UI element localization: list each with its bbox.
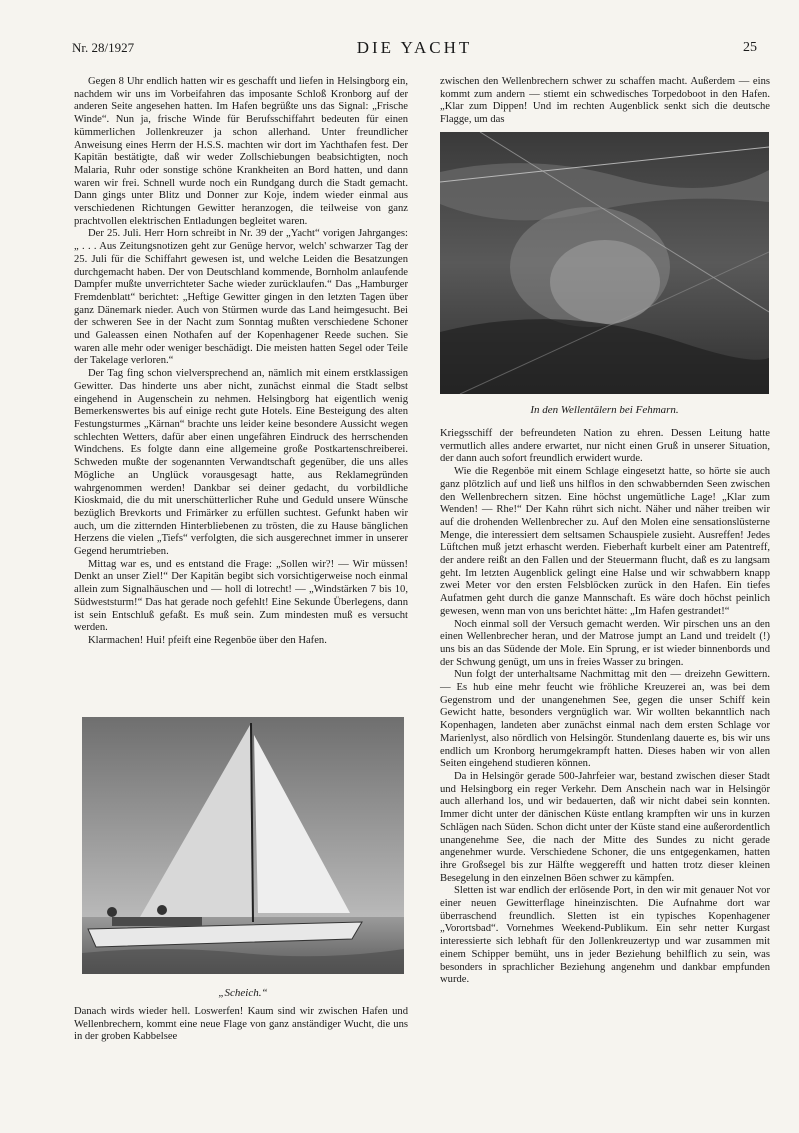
- sailboat-caption: „Scheich.“: [218, 987, 268, 999]
- paragraph: Danach wirds wieder hell. Loswerfen! Kaum sind wir zwischen Hafen und Wellenbrechern, kommt eine neue Flage von ganz anständiger Wucht, die uns in der groben Kabbelsee: [74, 1006, 408, 1043]
- paragraph: Noch einmal soll der Versuch gemacht werden. Wir pirschen uns an den einen Wellenbrecher heran, und der Matrose jumpt an Land und treidelt (!) uns bis an das Südende der Mole. Ein Sprung, er ist wieder binnenbords und der Schwung genügt, um uns in freies Wasser zu bringen.: [440, 618, 770, 668]
- waves-caption: In den Wellentälern bei Fehmarn.: [530, 404, 679, 416]
- right-column-body: [440, 428, 770, 987]
- paragraph: Der Tag fing schon vielversprechend an, nämlich mit einem erstklassigen Gewitter. Das hinderte uns aber nicht, zunächst einmal die Stadt selbst eingehend in Augenschein zu nehmen. Helsingborg hat eigentlich wenig Bemerkenswertes bis auf einige recht gute Hotels. Eine Besteigung des alten Festungsturmes „Kärnan“ brachte uns leider keine besondere Aussicht wegen schlechten Wetters, dafür aber einen ungefähren Eindruck des herrschenden Windchens. Es folgte dann eine allgemeine große Postkartenschreiberei. Schweden mußte der sogenannten Verwandtschaft gegenüber, die uns alles Mögliche an Unglück vorausgesagt hatte, aus Reklamegründen wahrgenommen werden! Dankbar sei deiner gedacht, du vorbildliche Kioskmaid, die du mit unerschütterlicher Ruhe und Geduld unsere Wünsche bezüglich Brevkorts und Frimärker zu erfüllen suchtest. Gefunkt haben wir auch, um die zitternden Hinterbliebenen zu trösten, die zu Hause bänglichen Herzens die vielen „Tiefs“ verfolgten, die sich ausgerechnet immer in unserer Gegend herumtrieben.: [74, 368, 408, 558]
- left-column-continuation: [74, 1006, 408, 1044]
- paragraph: Wie die Regenböe mit einem Schlage eingesetzt hatte, so hörte sie auch ganz plötzlich auf und ließ uns hilflos in den schwabbernden Seen zwischen den Wellenbrechern sitzen. Eine höchst ungemütliche Lage! „Klar zum Wenden! — Rhe!“ Der Kahn rührt sich nicht. Näher und näher treiben wir auf die drohenden Wellenbrecher zu. Auf den Molen eine sensationslüsterne Menge, die interessiert dem seltsamen Schauspiele zusieht. Ausreffen! Jedes Lüftchen muß jetzt erhascht werden. Fieberhaft kurbelt einer am Patentreff, der andere reißt an den Fallen und der Steuermann flucht, daß es zu langsam geht. Im letzten Augenblick gelingt eine Halse und wir schwabbern knapp zwei Meter vor den ersten Felsblöcken zurück in den Hafen. Ein tiefes Aufatmen geht durch die ganze Mannschaft. Es wäre doch höchst peinlich gewesen, wenn man von uns berichtet hätte: „Im Hafen gestrandet!“: [440, 466, 770, 617]
- paragraph: Mittag war es, und es entstand die Frage: „Sollen wir?! — Wir müssen! Denkt an unser Ziel!“ Der Kapitän begibt sich vorsichtigerweise noch einmal allein zum Signalhäuschen und — holl di lotrecht! — „Windstärken 7 bis 10, Südweststurm!“ Das hat gerade noch gefehlt! Eine Sekunde Überlegens, dann ist sein Entschluß gefaßt. Es muß sein. Zum mindesten muß es versucht werden.: [74, 558, 408, 634]
- right-column-intro: [440, 76, 770, 127]
- running-header: [72, 40, 757, 62]
- page-number: 25: [743, 40, 757, 55]
- paragraph: Gegen 8 Uhr endlich hatten wir es geschafft und liefen in Helsingborg ein, nachdem wir uns im Vorbeifahren das imposante Schloß Kronborg auf der anderen Seite angesehen hatten. Im Hafen begrüßte uns das Signal: „Frische Winde“. Nun ja, frische Winde für Berufsschiffahrt bedeuten für einen kümmerlichen Jollenkreuzer ja schon allerhand. Unter freundlicher Anweisung eines Herrn der H.S.S. machten wir dort im Yachthafen fest. Der Kapitän bestätigte, daß wir weder Zollschiebungen beabsichtigten, noch Malaria, Ruhr oder sonstige schöne Krankheiten an Bord hatten, und dann waren wir frei. Schnell wurde noch ein Rundgang durch die Stadt gemacht. Dann gings unter Blitz und Donner zur Koje, indem wieder einmal aus verschiedenen Richtungen Gewitter heranzogen, die teilweise von ganz prachtvollen elektrischen Entladungen begleitet waren.: [74, 76, 408, 227]
- waves-illustration: [440, 132, 769, 394]
- sailboat-photo: [82, 717, 404, 974]
- issue-number: Nr. 28/1927: [72, 40, 135, 55]
- paragraph: Klarmachen! Hui! pfeift eine Regenböe über den Hafen.: [88, 634, 327, 646]
- paragraph: zwischen den Wellenbrechern schwer zu schaffen macht. Außerdem — eins kommt zum andern — stiemt ein schwedisches Torpedoboot in den Hafen. „Klar zum Dippen! Und im rechten Augenblick senkt sich die deutsche Flagge, um das: [440, 76, 770, 126]
- paragraph: Kriegsschiff der befreundeten Nation zu ehren. Dessen Leitung hatte vermutlich alles andere erwartet, nur nicht einen Gruß in unserer Situation, der dann auch sofort freundlich erwidert wurde.: [440, 428, 770, 465]
- paragraph: Der 25. Juli. Herr Horn schreibt in Nr. 39 der „Yacht“ vorigen Jahrganges: „ . . . Aus Zeitungsnotizen geht zur Genüge hervor, welch' schwarzer Tag der 25. Juli für die Schiffahrt gewesen ist, und welche Leiden die Besatzungen durchgemacht haben. Der von Deutschland kommende, Bornholm anlaufende Dampfer mußte unverrichteter Sache wieder zurücklaufen.“ Das „Hamburger Fremdenblatt“ berichtet: „Heftige Gewitter gingen in den letzten Tagen über ganz Dänemark nieder. Auch von Stürmen wurde das Land heimgesucht. Bei der schweren See in der Nacht zum Sonntag mußten verschiedene Schoner und Galeassen einen Nothafen auf der Kopenhagener Reede suchen. Sie waren alle mehr oder weniger beschädigt. Die meisten hatten Segel oder Teile der Takelage verloren.“: [74, 228, 408, 367]
- paragraph: Da in Helsingör gerade 500-Jahrfeier war, bestand zwischen dieser Stadt und Helsingborg ein reger Verkehr. Dem Anschein nach war in Helsingör auch allerhand los, und wir bedauerten, daß wir nicht dabei sein konnten. Immer dicht unter der dänischen Küste entlang krampften wir uns in kurzen Schlägen nach Süden. Schon dicht unter der Küste stand eine außerordentlich unangenehme See, die nach der Mitte des Sundes zu nicht gerade angenehmer wurde. Verschiedene Schoner, die uns entgegenkamen, hatten ihre Großsegel bis zur Hälfte weggerefft und hatten trotz dieser kleinen Besegelung in den einzelnen Böen schwer zu kämpfen.: [440, 770, 770, 884]
- waves-photo: [440, 132, 769, 394]
- left-column: [74, 76, 408, 648]
- magazine-title: DIE YACHT: [356, 38, 473, 57]
- paragraph: Nun folgt der unterhaltsame Nachmittag mit den — dreizehn Gewittern. — Es hub eine mehr feucht wie fröhliche Kreuzerei an, was bei dem Gegenstrom und der unangenehmen See, gegen die unser Schiff kein Gewicht hatte, besonders vergnüglich war. Wir wollten bekanntlich nach Kopenhagen, landeten aber zunächst einmal nach dem ersten Schlage vor Marienlyst, also nördlich von Helsingör. Stundenlang dauerte es, bis wir uns endlich um Kronborg herumgekrampft hatten. Dieses haben wir von allen Seiten eingehend studieren können.: [440, 669, 770, 770]
- paragraph: Sletten ist war endlich der erlösende Port, in den wir mit genauer Not vor einer neuen Gewitterflage hineinzischten. Die Aufnahme dort war überraschend freundlich. Sletten ist ein typisches Kopenhagener „Vorortsbad“. Vornehmes Weekend-Publikum. Ein sehr netter Kurgast interessierte sich lebhaft für den Jollenkreuzertyp und war zusammen mit einem Schipper bemüht, uns in jeder Beziehung behilflich zu sein, was besonders in sprachlicher Beziehung angenehm und dankbar empfunden wurde.: [440, 885, 770, 986]
- sailboat-illustration: [82, 717, 404, 974]
